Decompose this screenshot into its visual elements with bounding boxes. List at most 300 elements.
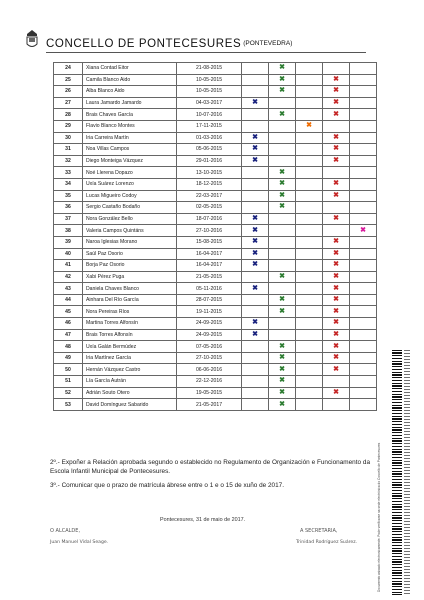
criteria-cell-5 [350,318,377,330]
child-name: Xiana Contad Eitor [83,63,177,75]
criteria-cell-3 [296,387,323,399]
row-number: 52 [54,387,83,399]
criteria-cell-5 [350,202,377,214]
criteria-cell-3 [296,318,323,330]
x-mark-icon: ✖ [333,191,339,199]
child-name: Camila Blanco Aido [83,74,177,86]
birth-date: 24-09-2015 [177,318,242,330]
x-mark-icon: ✖ [279,87,285,95]
table-row [54,364,377,376]
criteria-cell-1 [242,352,269,364]
criteria-cell-3 [296,86,323,98]
child-name: Valeria Campos Quintáns [83,225,177,237]
criteria-cell-3 [296,260,323,272]
row-number: 35 [54,190,83,202]
row-number: 31 [54,144,83,156]
table-row [54,387,377,399]
criteria-cell-4 [323,155,350,167]
table-row [54,318,377,330]
birth-date: 29-01-2016 [177,155,242,167]
criteria-cell-2 [269,376,296,388]
criteria-cell-1 [242,97,269,109]
x-mark-icon: ✖ [279,180,285,188]
table-row [54,341,377,353]
child-name: Uxía Suárez Lorenzo [83,178,177,190]
row-number: 47 [54,329,83,341]
x-mark-icon: ✖ [279,354,285,362]
birth-date: 19-11-2015 [177,306,242,318]
row-number: 40 [54,248,83,260]
criteria-cell-4 [323,132,350,144]
x-mark-icon: ✖ [333,342,339,350]
table-row [54,213,377,225]
criteria-cell-1 [242,132,269,144]
criteria-cell-3 [296,213,323,225]
criteria-cell-3 [296,63,323,75]
criteria-cell-1 [242,271,269,283]
org-subtitle: (PONTEVEDRA) [243,40,293,47]
mayor-title: O ALCALDE, [50,528,81,534]
child-name: Diego Monteiga Vázquez [83,155,177,167]
table-row [54,225,377,237]
child-name: Laura Jamardo Jamardo [83,97,177,109]
child-name: Noé Llerena Dopazo [83,167,177,179]
birth-date: 10-05-2015 [177,86,242,98]
criteria-cell-1 [242,167,269,179]
criteria-cell-1 [242,306,269,318]
criteria-cell-3 [296,399,323,411]
criteria-cell-1 [242,86,269,98]
child-name: Naroa Iglesias Morano [83,236,177,248]
x-mark-icon: ✖ [333,238,339,246]
x-mark-icon: ✖ [333,284,339,292]
birth-date: 16-04-2017 [177,248,242,260]
admissions-table [53,62,377,411]
header-divider [46,52,366,53]
birth-date: 22-12-2016 [177,376,242,388]
criteria-cell-1 [242,202,269,214]
table-row [54,306,377,318]
x-mark-icon: ✖ [360,226,366,234]
birth-date: 13-10-2015 [177,167,242,179]
criteria-cell-5 [350,364,377,376]
criteria-cell-3 [296,352,323,364]
row-number: 34 [54,178,83,190]
child-name: Hernán Vázquez Castro [83,364,177,376]
criteria-cell-4 [323,74,350,86]
x-mark-icon: ✖ [333,215,339,223]
x-mark-icon: ✖ [279,272,285,280]
criteria-cell-2 [269,329,296,341]
criteria-cell-1 [242,318,269,330]
birth-date: 02-05-2015 [177,202,242,214]
criteria-cell-1 [242,376,269,388]
criteria-cell-2 [269,341,296,353]
criteria-cell-4 [323,352,350,364]
criteria-cell-3 [296,329,323,341]
criteria-cell-5 [350,144,377,156]
table-row [54,120,377,132]
table-row [54,329,377,341]
x-mark-icon: ✖ [252,145,258,153]
x-mark-icon: ✖ [279,64,285,72]
birth-date: 24-09-2015 [177,329,242,341]
birth-date: 22-03-2017 [177,190,242,202]
x-mark-icon: ✖ [333,133,339,141]
x-mark-icon: ✖ [333,319,339,327]
x-mark-icon: ✖ [279,110,285,118]
criteria-cell-5 [350,271,377,283]
secretary-title: A SECRETARIA, [300,528,338,534]
row-number: 24 [54,63,83,75]
x-mark-icon: ✖ [279,307,285,315]
table-row [54,97,377,109]
criteria-cell-1 [242,74,269,86]
criteria-cell-1 [242,399,269,411]
row-number: 29 [54,120,83,132]
criteria-cell-4 [323,341,350,353]
criteria-cell-5 [350,155,377,167]
criteria-cell-5 [350,260,377,272]
row-number: 45 [54,306,83,318]
table-row [54,202,377,214]
criteria-cell-1 [242,109,269,121]
row-number: 44 [54,294,83,306]
birth-date: 15-08-2015 [177,236,242,248]
child-name: Noa Villas Campos [83,144,177,156]
child-name: Martina Torres Alfonsín [83,318,177,330]
criteria-cell-4 [323,178,350,190]
criteria-cell-5 [350,225,377,237]
birth-date: 19-05-2015 [177,387,242,399]
criteria-cell-4 [323,236,350,248]
criteria-cell-4 [323,271,350,283]
criteria-cell-3 [296,283,323,295]
criteria-cell-2 [269,352,296,364]
birth-date: 05-06-2015 [177,144,242,156]
x-mark-icon: ✖ [252,238,258,246]
criteria-cell-3 [296,190,323,202]
criteria-cell-3 [296,120,323,132]
table-row [54,376,377,388]
x-mark-icon: ✖ [252,215,258,223]
criteria-cell-2 [269,236,296,248]
criteria-cell-4 [323,86,350,98]
child-name: Lucas Migueiro Codoy [83,190,177,202]
criteria-cell-2 [269,120,296,132]
child-name: Alba Blanco Aido [83,86,177,98]
x-mark-icon: ✖ [333,99,339,107]
criteria-cell-2 [269,109,296,121]
criteria-cell-4 [323,283,350,295]
criteria-cell-1 [242,294,269,306]
child-name: Uxía Galán Bermúdez [83,341,177,353]
table-row [54,283,377,295]
criteria-cell-1 [242,260,269,272]
birth-date: 01-03-2016 [177,132,242,144]
coat-of-arms-icon [24,28,40,50]
child-name: Brais Chaves García [83,109,177,121]
criteria-cell-5 [350,74,377,86]
criteria-cell-4 [323,318,350,330]
criteria-cell-1 [242,225,269,237]
table-row [54,155,377,167]
row-number: 36 [54,202,83,214]
birth-date: 10-07-2016 [177,109,242,121]
x-mark-icon: ✖ [279,388,285,396]
child-name: Ainhara Del Río García [83,294,177,306]
x-mark-icon: ✖ [333,272,339,280]
row-number: 26 [54,86,83,98]
criteria-cell-4 [323,294,350,306]
criteria-cell-5 [350,213,377,225]
child-name: Lía García Autrán [83,376,177,388]
birth-date: 04-03-2017 [177,97,242,109]
criteria-cell-5 [350,178,377,190]
resolution-paragraphs [50,458,370,494]
criteria-cell-2 [269,97,296,109]
row-number: 32 [54,155,83,167]
birth-date: 07-05-2016 [177,341,242,353]
criteria-cell-1 [242,144,269,156]
place-date: Pontecesures, 31 de maio de 2017. [160,517,246,523]
criteria-cell-2 [269,260,296,272]
table-row [54,352,377,364]
criteria-cell-3 [296,341,323,353]
criteria-cell-2 [269,318,296,330]
verification-text: Documento asinado electronicamente. Pode verificarse na sede electrónica do Concello de Pontecesures [377,442,381,592]
criteria-cell-2 [269,167,296,179]
x-mark-icon: ✖ [333,110,339,118]
table-row [54,190,377,202]
criteria-cell-4 [323,120,350,132]
x-mark-icon: ✖ [333,75,339,83]
child-name: Borja Paz Osorio [83,260,177,272]
x-mark-icon: ✖ [306,122,312,130]
criteria-cell-2 [269,155,296,167]
birth-date: 27-10-2015 [177,352,242,364]
row-number: 43 [54,283,83,295]
table-row [54,109,377,121]
birth-date: 10-05-2015 [177,74,242,86]
table-row [54,63,377,75]
x-mark-icon: ✖ [252,226,258,234]
criteria-cell-5 [350,376,377,388]
criteria-cell-2 [269,144,296,156]
criteria-cell-3 [296,178,323,190]
paragraph-3: 3º.- Comunicar que o prazo de matrícula ábrese entre o 1 e o 15 de xuño de 2017. [50,481,284,489]
birth-date: 05-11-2016 [177,283,242,295]
criteria-cell-2 [269,294,296,306]
criteria-cell-1 [242,364,269,376]
x-mark-icon: ✖ [252,249,258,257]
criteria-cell-5 [350,306,377,318]
criteria-cell-4 [323,306,350,318]
mayor-name: Juan Manuel Vidal Seage. [50,540,109,545]
birth-date: 17-11-2015 [177,120,242,132]
row-number: 28 [54,109,83,121]
criteria-cell-2 [269,86,296,98]
criteria-cell-1 [242,236,269,248]
criteria-cell-3 [296,376,323,388]
criteria-cell-2 [269,387,296,399]
row-number: 30 [54,132,83,144]
criteria-cell-2 [269,63,296,75]
row-number: 39 [54,236,83,248]
table-row [54,399,377,411]
criteria-cell-3 [296,167,323,179]
criteria-cell-5 [350,294,377,306]
row-number: 41 [54,260,83,272]
row-number: 53 [54,399,83,411]
table-row [54,248,377,260]
x-mark-icon: ✖ [279,400,285,408]
criteria-cell-3 [296,248,323,260]
table-row [54,144,377,156]
criteria-cell-4 [323,190,350,202]
criteria-cell-4 [323,225,350,237]
criteria-cell-2 [269,399,296,411]
page-header [24,26,292,50]
criteria-cell-4 [323,387,350,399]
criteria-cell-5 [350,190,377,202]
x-mark-icon: ✖ [252,330,258,338]
birth-date: 28-07-2015 [177,294,242,306]
criteria-cell-3 [296,74,323,86]
criteria-cell-4 [323,213,350,225]
x-mark-icon: ✖ [333,365,339,373]
criteria-cell-4 [323,202,350,214]
criteria-cell-5 [350,167,377,179]
criteria-cell-3 [296,144,323,156]
child-name: Saúl Paz Osorio [83,248,177,260]
birth-date: 18-07-2016 [177,213,242,225]
birth-date: 21-05-2015 [177,271,242,283]
table-row [54,167,377,179]
criteria-cell-2 [269,190,296,202]
x-mark-icon: ✖ [333,307,339,315]
criteria-cell-1 [242,283,269,295]
x-mark-icon: ✖ [333,261,339,269]
criteria-cell-3 [296,109,323,121]
criteria-cell-4 [323,260,350,272]
criteria-cell-5 [350,248,377,260]
x-mark-icon: ✖ [333,354,339,362]
barcode-side-strip [404,350,410,595]
child-name: David Domínguez Sabarido [83,399,177,411]
child-name: Adrián Souto Otero [83,387,177,399]
x-mark-icon: ✖ [252,133,258,141]
x-mark-icon: ✖ [333,157,339,165]
x-mark-icon: ✖ [279,296,285,304]
criteria-cell-4 [323,329,350,341]
table-row [54,294,377,306]
criteria-cell-3 [296,294,323,306]
row-number: 46 [54,318,83,330]
row-number: 33 [54,167,83,179]
x-mark-icon: ✖ [333,330,339,338]
criteria-cell-2 [269,132,296,144]
x-mark-icon: ✖ [279,342,285,350]
x-mark-icon: ✖ [333,145,339,153]
org-name: CONCELLO DE PONTECESURES [46,38,242,50]
table-row [54,86,377,98]
row-number: 27 [54,97,83,109]
criteria-cell-5 [350,86,377,98]
criteria-cell-2 [269,202,296,214]
x-mark-icon: ✖ [279,168,285,176]
birth-date: 18-12-2015 [177,178,242,190]
x-mark-icon: ✖ [252,284,258,292]
criteria-cell-1 [242,155,269,167]
criteria-cell-1 [242,329,269,341]
criteria-cell-3 [296,236,323,248]
criteria-cell-1 [242,248,269,260]
child-name: Nora Pereiras Ríos [83,306,177,318]
criteria-cell-1 [242,387,269,399]
birth-date: 27-10-2016 [177,225,242,237]
criteria-cell-5 [350,341,377,353]
paragraph-2: 2º.- Expoñer a Relación aprobada segundo o establecido no Regulamento de Organización e Funcionamento da Escola Infantil Municipal de Pontecesures. [50,459,370,476]
x-mark-icon: ✖ [279,365,285,373]
criteria-cell-2 [269,271,296,283]
criteria-cell-3 [296,155,323,167]
criteria-cell-5 [350,236,377,248]
table-row [54,74,377,86]
row-number: 38 [54,225,83,237]
child-name: Sergio Castaño Bodaño [83,202,177,214]
criteria-cell-5 [350,399,377,411]
criteria-cell-1 [242,190,269,202]
birth-date: 21-05-2017 [177,399,242,411]
criteria-cell-4 [323,97,350,109]
criteria-cell-1 [242,120,269,132]
row-number: 49 [54,352,83,364]
criteria-cell-5 [350,97,377,109]
criteria-cell-2 [269,225,296,237]
birth-date: 16-04-2017 [177,260,242,272]
criteria-cell-3 [296,364,323,376]
criteria-cell-1 [242,341,269,353]
criteria-cell-5 [350,283,377,295]
x-mark-icon: ✖ [279,191,285,199]
row-number: 42 [54,271,83,283]
criteria-cell-3 [296,271,323,283]
criteria-cell-5 [350,63,377,75]
x-mark-icon: ✖ [279,203,285,211]
x-mark-icon: ✖ [333,180,339,188]
criteria-cell-3 [296,132,323,144]
criteria-cell-1 [242,63,269,75]
criteria-cell-4 [323,109,350,121]
child-name: Brais Torres Alfonsín [83,329,177,341]
table-row [54,271,377,283]
row-number: 25 [54,74,83,86]
criteria-cell-2 [269,306,296,318]
x-mark-icon: ✖ [333,296,339,304]
row-number: 51 [54,376,83,388]
child-name: Iria Carreira Martín [83,132,177,144]
x-mark-icon: ✖ [252,261,258,269]
x-mark-icon: ✖ [333,87,339,95]
x-mark-icon: ✖ [333,388,339,396]
criteria-cell-5 [350,329,377,341]
x-mark-icon: ✖ [279,377,285,385]
x-mark-icon: ✖ [279,75,285,83]
barcode [392,350,402,595]
child-name: Flavio Blanco Montes [83,120,177,132]
criteria-cell-2 [269,248,296,260]
